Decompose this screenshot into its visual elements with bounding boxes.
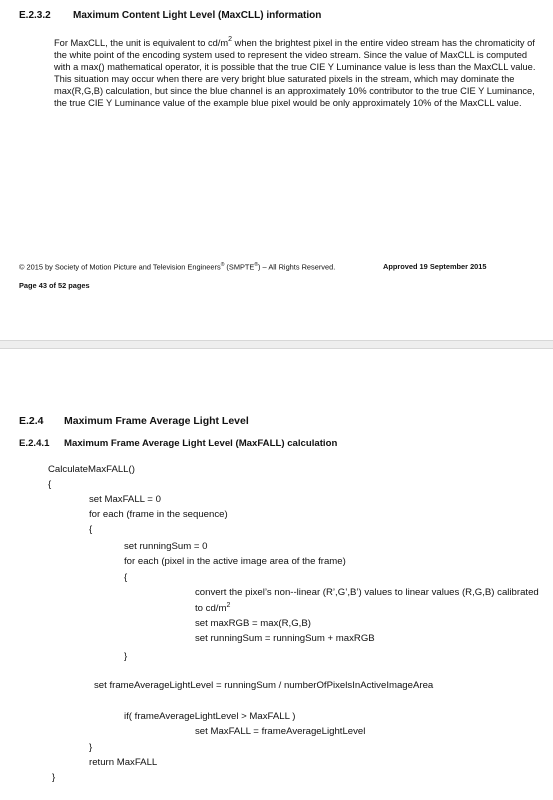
- para-text-b: when the brightest pixel in the entire video stream has the chromaticity of the white point of the encoding system used to represent the video stream. Since the value of MaxCLL is computed with a max() mathematical operator, it is possible that the true CIE Y Luminance value is less than the MaxCLL value. This situation may occur when there are very bright blue saturated pixels in the stream, which may dominate the max(R,G,B) calculation, but since the blue channel is an approximately 10% contributor to the true CIE Y Luminance, the true CIE Y Luminance value of the example blue pixel would be only approximately 10% of the MaxCLL value.: [54, 38, 536, 108]
- code-line: }: [89, 742, 93, 753]
- copyright-text: © 2015 by Society of Motion Picture and Television Engineers: [19, 262, 221, 272]
- code-line: if( frameAverageLightLevel > MaxFALL ): [124, 711, 296, 722]
- code-line: {: [124, 572, 128, 583]
- code-line: return MaxFALL: [89, 757, 158, 768]
- body-paragraph: [54, 37, 542, 109]
- subheading-title: Maximum Frame Average Light Level (MaxFALL) calculation: [64, 438, 338, 449]
- code-line: {: [89, 524, 93, 535]
- code-line: for each (pixel in the active image area of the frame): [124, 556, 346, 567]
- code-line: for each (frame in the sequence): [89, 509, 228, 520]
- code-line: CalculateMaxFALL(): [48, 464, 135, 475]
- heading-title: Maximum Frame Average Light Level: [64, 415, 249, 427]
- code-line: set maxRGB = max(R,G,B): [195, 618, 311, 629]
- copyright-text-rights: ) – All Rights Reserved.: [258, 262, 336, 272]
- page-number: Page 43 of 52 pages: [19, 281, 90, 290]
- section-title: Maximum Content Light Level (MaxCLL) information: [73, 10, 322, 21]
- copyright-text-smpte: (SMPTE: [224, 262, 255, 272]
- registered-mark: ®: [254, 262, 259, 268]
- code-line: }: [124, 651, 128, 662]
- heading-number: E.2.4: [19, 415, 44, 427]
- section-number: E.2.3.2: [19, 10, 51, 21]
- para-text-a: For MaxCLL, the unit is equivalent to cd/m: [54, 38, 229, 48]
- code-line: {: [48, 479, 52, 490]
- code-line: }: [52, 772, 56, 783]
- document-page-43: [0, 0, 553, 340]
- code-line: set runningSum = runningSum + maxRGB: [195, 633, 375, 644]
- subheading-number: E.2.4.1: [19, 438, 50, 449]
- code-line: set frameAverageLightLevel = runningSum / numberOfPixelsInActiveImageArea: [94, 680, 434, 691]
- code-line: set runningSum = 0: [124, 541, 208, 552]
- code-line: [195, 602, 230, 614]
- approval-date: Approved 19 September 2015: [383, 262, 487, 271]
- superscript-2: 2: [226, 602, 231, 609]
- page-separator: [0, 340, 553, 349]
- code-line: set MaxFALL = 0: [89, 494, 161, 505]
- code-line: set MaxFALL = frameAverageLightLevel: [195, 726, 366, 737]
- copyright-line: [19, 262, 335, 271]
- document-page-44: [0, 349, 553, 800]
- code-line: convert the pixel’s non-‐linear (R’,G’,B’) values to linear values (R,G,B) calibrated: [195, 587, 539, 598]
- code-text: to cd/m: [195, 603, 227, 615]
- superscript-2: 2: [228, 35, 233, 43]
- registered-mark: ®: [220, 262, 225, 268]
